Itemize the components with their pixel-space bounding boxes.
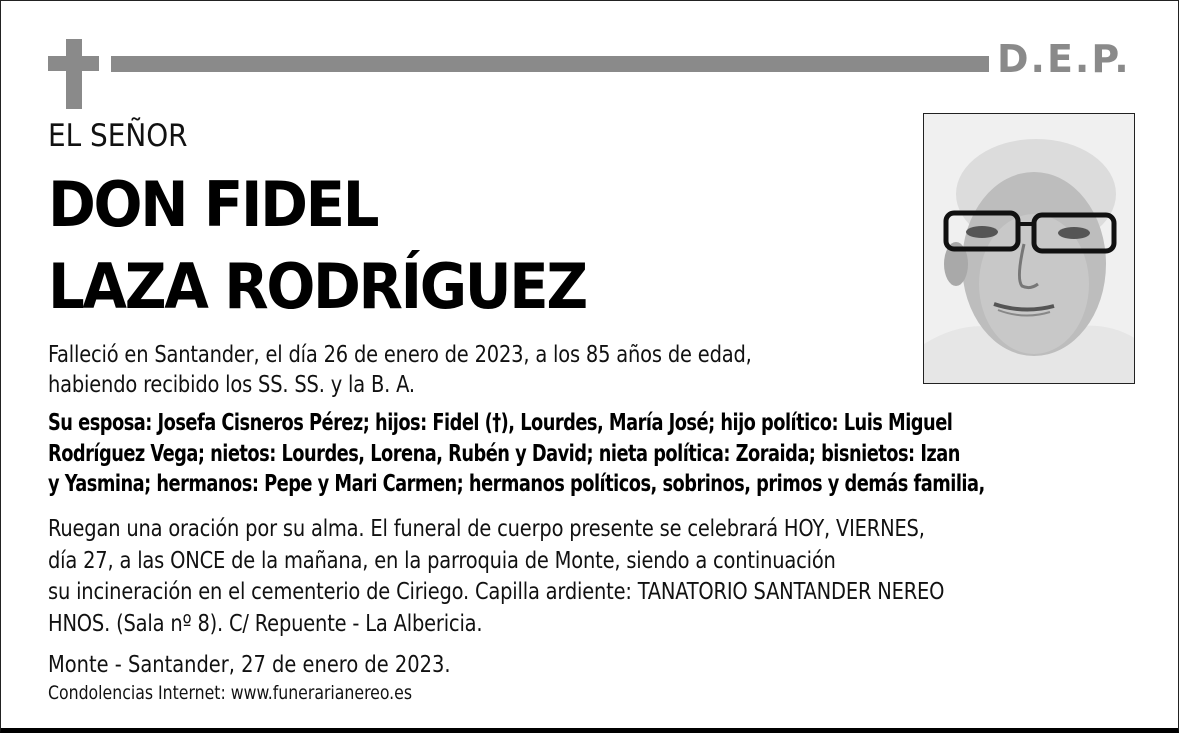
portrait-photo (923, 113, 1135, 384)
text-line: Su esposa: Josefa Cisneros Pérez; hijos: Fidel (†), Lourdes, María José; hijo político: Luis Miguel (48, 410, 953, 436)
text-line: Rodríguez Vega; nietos: Lourdes, Lorena, Rubén y David; nieta política: Zoraida; bisnietos: Izan (48, 440, 960, 467)
text-line: habiendo recibido los SS. SS. y la B. A. (48, 370, 415, 398)
deceased-name-line1: DON FIDEL (48, 168, 378, 241)
text-line: y Yasmina; hermanos: Pepe y Mari Carmen; hermanos políticos, sobrinos, primos y demás familia, (48, 471, 985, 497)
text-line: Ruegan una oración por su alma. El funeral de cuerpo presente se celebrará HOY, VIERNES, (48, 514, 925, 542)
header-rule (111, 56, 989, 72)
deceased-name-line2: LAZA RODRÍGUEZ (48, 250, 586, 323)
honorific: EL SEÑOR (48, 118, 188, 154)
text-line: su incineración en el cementerio de Ciriego. Capilla ardiente: TANATORIO SANTANDER NEREO (48, 577, 945, 605)
cross-icon (66, 39, 82, 109)
text-line: HNOS. (Sala nº 8). C/ Repuente - La Albericia. (48, 608, 483, 637)
cross-icon-bar (48, 56, 99, 71)
death-notice (48, 339, 752, 399)
condolences-link[interactable]: Condolencias Internet: www.funerarianereo.es (48, 682, 413, 704)
portrait-icon (924, 114, 1135, 384)
text-line: Falleció en Santander, el día 26 de enero de 2023, a los 85 años de edad, (48, 340, 752, 368)
family-list (48, 408, 985, 500)
text-line: día 27, a las ONCE de la mañana, en la parroquia de Monte, siendo a continuación (48, 545, 836, 574)
funeral-details (48, 513, 944, 639)
place-date: Monte - Santander, 27 de enero de 2023. (48, 650, 451, 678)
dep-label: D.E.P. (997, 37, 1131, 81)
